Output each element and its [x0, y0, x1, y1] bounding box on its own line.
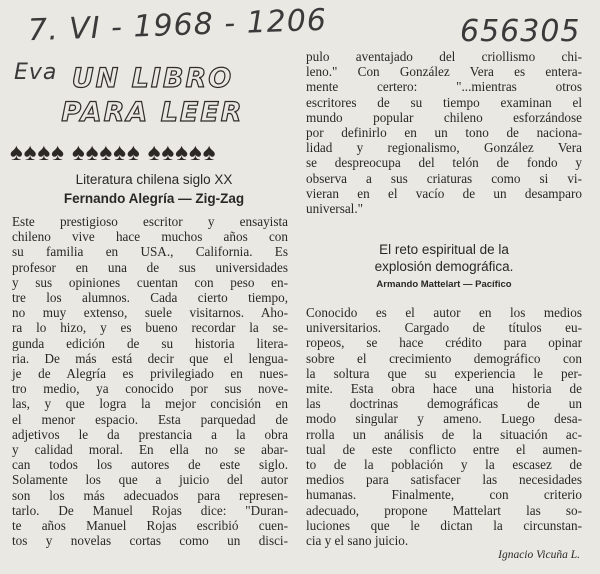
- text-line: las, y que logra la mejor concisión en: [12, 396, 288, 412]
- text-line: sobre el crecimiento demográfico con: [306, 350, 582, 366]
- title-line-2: PARA LEER: [61, 97, 244, 128]
- text-line: tre los alumnos. Cada cierto tiempo,: [12, 290, 288, 306]
- text-line: observa a sus criaturas como si vi-: [306, 170, 582, 186]
- reviewer-signature: Ignacio Vicuña L.: [498, 549, 580, 561]
- text-line: son los más adecuados para represen-: [12, 487, 288, 503]
- text-line: las doctrinas demográficas de un: [306, 396, 582, 412]
- text-line: mente certero: "...mientras otros: [306, 79, 582, 95]
- section2-author-publisher: Armando Mattelart — Pacífico: [376, 279, 512, 290]
- text-line: universitarios. Cargado de títulos eu-: [306, 320, 582, 336]
- handwritten-initials: Eva: [14, 60, 58, 85]
- text-line: universal.": [306, 201, 364, 217]
- column-title: [60, 62, 245, 130]
- text-line: luciones que le dictan la circunstan-: [306, 517, 582, 533]
- text-line: tarlo. De Manuel Rojas dice: "Duran-: [12, 502, 288, 518]
- text-line: y calidad moral. En ella no se abar-: [12, 442, 288, 458]
- text-line: cia y el sano juicio.: [306, 533, 409, 549]
- book-title: Literatura chilena siglo XX: [75, 172, 233, 187]
- text-line: lidad y regionalismo, González Vera: [306, 140, 582, 156]
- section2-title-line-2: explosión demográfica.: [374, 259, 514, 274]
- section2-title-line-1: El reto espiritual de la: [379, 242, 509, 257]
- text-line: leno." Con González Vera es entera-: [306, 64, 582, 80]
- text-line: por definirlo en un tono de naciona-: [306, 125, 582, 141]
- text-line: rrolla un análisis de la situación ac-: [306, 426, 582, 442]
- handwritten-catalog-number: 656305: [460, 14, 581, 49]
- text-line: humanas. Finalmente, con criterio: [306, 487, 582, 503]
- text-line: Este prestigioso escritor y ensayista: [12, 214, 288, 229]
- text-line: tual de este conflicto entre el aumen-: [306, 441, 582, 457]
- text-line: tos y novelas cortas como un disci-: [12, 533, 288, 549]
- text-line: adjetivos le da prestancia a la obra: [12, 426, 288, 442]
- text-line: vieran en el vacío de un desamparo: [306, 185, 582, 201]
- text-line: te años Manuel Rojas escribió cuen-: [12, 518, 288, 534]
- review1-left-column: [12, 214, 288, 548]
- text-line: se despreocupa del telón de fondo y: [306, 155, 582, 171]
- text-line: chileno vive hace muchos años con: [12, 229, 288, 245]
- text-line: profesor en una de sus universidades: [12, 259, 288, 275]
- text-line: Conocido es el autor en los medios: [306, 305, 582, 320]
- text-line: su familia en USA., California. Es: [12, 244, 288, 260]
- text-line: tro medio, ya conocido por sus nove-: [12, 381, 288, 397]
- review1-right-column: [306, 49, 582, 216]
- text-line: to de la población y la escasez de: [306, 457, 582, 473]
- text-line: can todos los autores de este siglo.: [12, 457, 288, 473]
- text-line: escritores de su tiempo examinan el: [306, 94, 582, 110]
- text-line: el menor espacio. Esta parquedad de: [12, 411, 288, 427]
- text-line: Solamente los que a juicio del autor: [12, 472, 288, 488]
- text-line: la soltura que su experiencia le per-: [306, 365, 582, 381]
- text-line: no muy extenso, suele visitarnos. Aho-: [12, 305, 288, 321]
- text-line: je de Alegría es privilegiado en nues-: [12, 366, 288, 382]
- title-line-1: UN LIBRO: [71, 63, 234, 94]
- text-line: ropeos, se hace crédito para opinar: [306, 335, 582, 351]
- text-line: medios para satisfacer las necesidades: [306, 472, 582, 488]
- text-line: pulo aventajado del criollismo chi-: [306, 49, 582, 64]
- text-line: mite. Esta obra hace una historia de: [306, 381, 582, 397]
- book-author-publisher: Fernando Alegría — Zig-Zag: [63, 191, 245, 206]
- review2-column: [306, 305, 582, 548]
- text-line: gunda edición de su historia litera-: [12, 335, 288, 351]
- spade-ornament-icon: ♠♠♠♠ ♠♠♠♠♠ ♠♠♠♠♠: [10, 140, 217, 166]
- text-line: ra lo hizo, y es bueno recordar la se-: [12, 320, 288, 336]
- section2-title: [310, 241, 578, 275]
- handwritten-date: 7. VI - 1968 - 1206: [27, 2, 328, 49]
- text-line: mundo popular chileno esforzándose: [306, 109, 582, 125]
- text-line: adecuado, propone Mattelart las so-: [306, 502, 582, 518]
- text-line: y sus opiniones cuentan con peso en-: [12, 274, 288, 290]
- text-line: ria. De más está decir que el lengua-: [12, 350, 288, 366]
- text-line: modo singular y ameno. Luego desa-: [306, 411, 582, 427]
